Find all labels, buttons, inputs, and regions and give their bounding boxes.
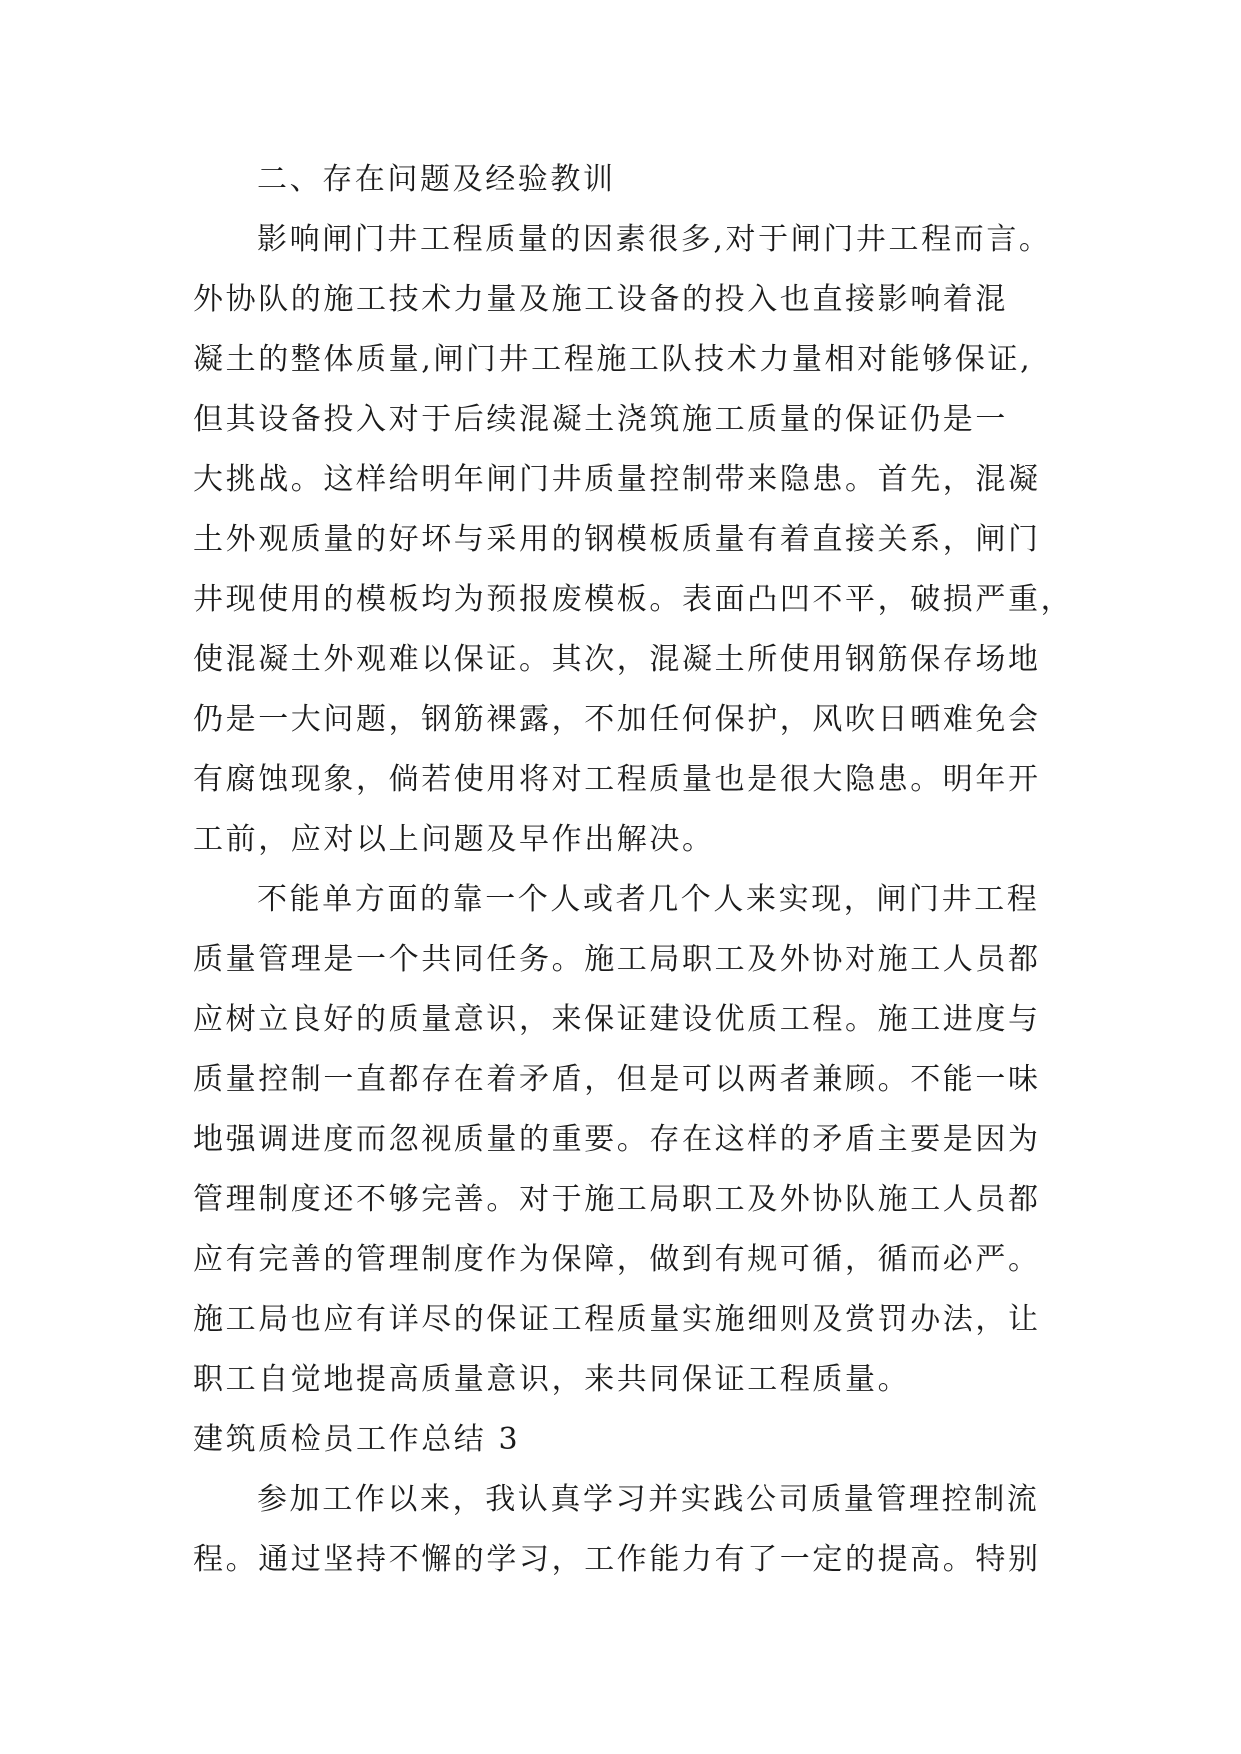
paragraph-line: 工前，应对以上问题及早作出解决。 bbox=[193, 822, 715, 857]
paragraph-line: 质量管理是一个共同任务。施工局职工及外协对施工人员都 bbox=[193, 942, 1041, 977]
paragraph-line: 应树立良好的质量意识，来保证建设优质工程。施工进度与 bbox=[193, 1002, 1041, 1037]
paragraph-line: 施工局也应有详尽的保证工程质量实施细则及赏罚办法，让 bbox=[193, 1302, 1041, 1337]
paragraph-line: 应有完善的管理制度作为保障，做到有规可循，循而必严。 bbox=[193, 1242, 1041, 1277]
paragraph-line: 土外观质量的好坏与采用的钢模板质量有着直接关系，闸门 bbox=[193, 522, 1041, 557]
paragraph-line: 但其设备投入对于后续混凝土浇筑施工质量的保证仍是一 bbox=[193, 402, 1008, 437]
paragraph-line: 凝土的整体质量,闸门井工程施工队技术力量相对能够保证, bbox=[193, 342, 1033, 377]
paragraph-line: 有腐蚀现象，倘若使用将对工程质量也是很大隐患。明年开 bbox=[193, 762, 1041, 797]
paragraph-line: 外协队的施工技术力量及施工设备的投入也直接影响着混 bbox=[193, 282, 1008, 317]
paragraph-line: 参加工作以来，我认真学习并实践公司质量管理控制流 bbox=[257, 1482, 1040, 1517]
paragraph-line: 管理制度还不够完善。对于施工局职工及外协队施工人员都 bbox=[193, 1182, 1041, 1217]
paragraph-line: 地强调进度而忽视质量的重要。存在这样的矛盾主要是因为 bbox=[193, 1122, 1041, 1157]
document-title: 建筑质检员工作总结 3 bbox=[193, 1422, 521, 1457]
paragraph-line: 仍是一大问题，钢筋裸露，不加任何保护，风吹日晒难免会 bbox=[193, 702, 1041, 737]
paragraph-line: 井现使用的模板均为预报废模板。表面凸凹不平，破损严重， bbox=[193, 582, 1074, 617]
paragraph-line: 不能单方面的靠一个人或者几个人来实现，闸门井工程 bbox=[257, 882, 1040, 917]
paragraph-line: 职工自觉地提高质量意识，来共同保证工程质量。 bbox=[193, 1362, 911, 1397]
paragraph-line: 影响闸门井工程质量的因素很多,对于闸门井工程而言。 bbox=[257, 222, 1052, 257]
paragraph-line: 使混凝土外观难以保证。其次，混凝土所使用钢筋保存场地 bbox=[193, 642, 1041, 677]
paragraph-line: 大挑战。这样给明年闸门井质量控制带来隐患。首先，混凝 bbox=[193, 462, 1041, 497]
section-heading: 二、存在问题及经验教训 bbox=[257, 162, 616, 197]
paragraph-line: 质量控制一直都存在着矛盾，但是可以两者兼顾。不能一味 bbox=[193, 1062, 1041, 1097]
paragraph-line: 程。通过坚持不懈的学习，工作能力有了一定的提高。特别 bbox=[193, 1542, 1041, 1577]
